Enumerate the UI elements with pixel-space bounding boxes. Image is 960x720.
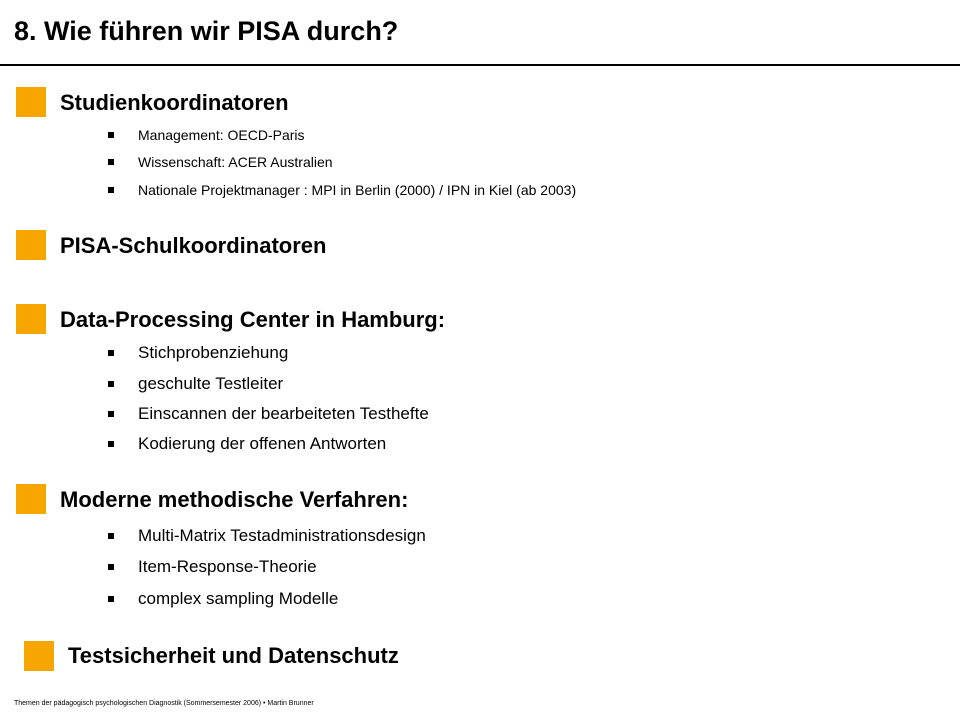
section-heading-text: Testsicherheit und Datenschutz [68, 643, 399, 668]
bullet-square-icon [108, 533, 114, 539]
title-divider [0, 64, 960, 66]
bullet-square-icon [108, 441, 114, 447]
bullet-square-icon [108, 187, 114, 193]
list-item-text: Einscannen der bearbeiteten Testhefte [138, 404, 429, 423]
list-item-text: Multi-Matrix Testadministrationsdesign [138, 526, 426, 545]
bullet-square-icon [108, 411, 114, 417]
section-heading-text: Data-Processing Center in Hamburg: [60, 307, 446, 332]
list-item-text: Kodierung der offenen Antworten [138, 434, 387, 453]
list-item-text: Management: OECD-Paris [138, 127, 305, 143]
orange-square-icon [16, 230, 46, 260]
list-item-text: Stichprobenziehung [138, 343, 289, 362]
bullet-square-icon [108, 596, 114, 602]
list-item-text: Nationale Projektmanager : MPI in Berlin (2000) / IPN in Kiel (ab 2003) [138, 182, 577, 198]
section-heading-text: Moderne methodische Verfahren: [60, 487, 409, 512]
list-item-text: Wissenschaft: ACER Australien [138, 154, 333, 170]
bullet-square-icon [108, 564, 114, 570]
section-heading-text: PISA-Schulkoordinatoren [60, 233, 327, 258]
slide-footer: Themen der pädagogisch psychologischen Diagnostik (Sommersemester 2006) • Martin Brunner [14, 700, 314, 707]
orange-square-icon [16, 484, 46, 514]
orange-square-icon [16, 87, 46, 117]
bullet-square-icon [108, 350, 114, 356]
orange-square-icon [24, 641, 54, 671]
orange-square-icon [16, 304, 46, 334]
section-heading-text: Studienkoordinatoren [60, 90, 289, 115]
list-item-text: complex sampling Modelle [138, 589, 339, 608]
slide-title: 8. Wie führen wir PISA durch? [14, 16, 399, 46]
list-item-text: Item-Response-Theorie [138, 557, 317, 576]
list-item-text: geschulte Testleiter [138, 374, 284, 393]
bullet-square-icon [108, 159, 114, 165]
bullet-square-icon [108, 132, 114, 138]
bullet-square-icon [108, 381, 114, 387]
